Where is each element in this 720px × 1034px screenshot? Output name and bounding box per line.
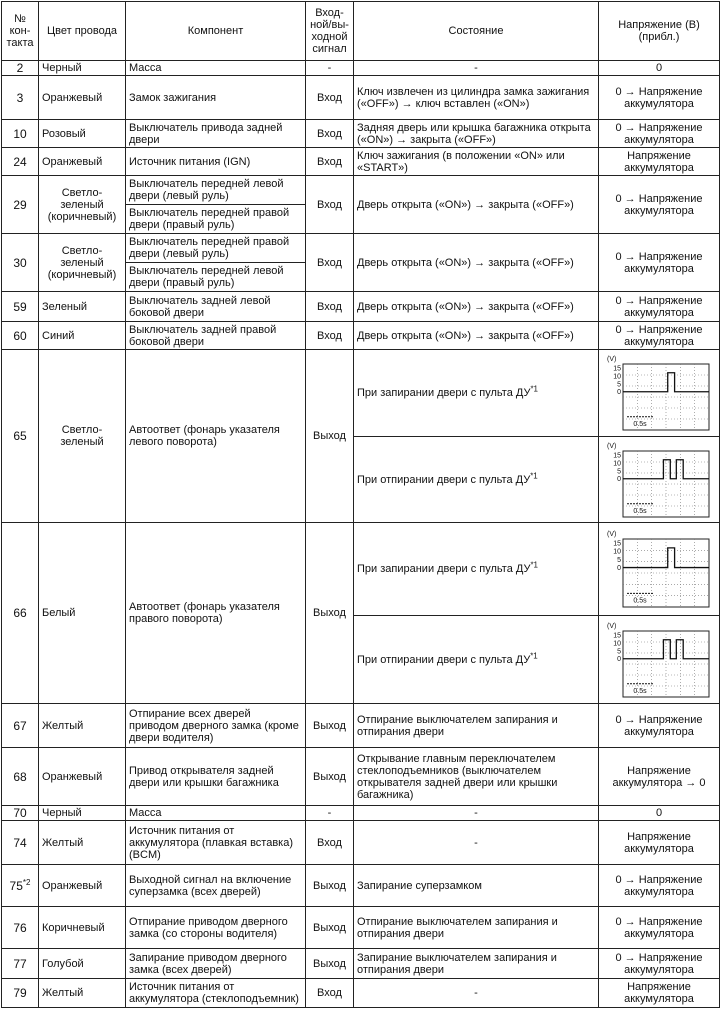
terminal-no bbox=[2, 865, 39, 907]
state: Дверь открыта («ON») → закрыта («OFF») bbox=[354, 322, 599, 350]
io-signal: Вход bbox=[306, 292, 354, 322]
terminal-no: 60 bbox=[2, 322, 39, 350]
state: Ключ зажигания (в положении «ON» или «START») bbox=[354, 148, 599, 176]
component: Источник питания от аккумулятора (плавкая вставка)(BCM) bbox=[126, 821, 306, 865]
terminal-no: 79 bbox=[2, 979, 39, 1008]
header-terminal-no: № кон-такта bbox=[2, 2, 39, 61]
io-signal: Вход bbox=[306, 176, 354, 234]
component bbox=[126, 176, 306, 234]
table-row bbox=[2, 821, 720, 865]
io-signal: Вход bbox=[306, 120, 354, 148]
component: Отпирание приводом дверного замка (со стороны водителя) bbox=[126, 907, 306, 949]
terminal-no: 3 bbox=[2, 76, 39, 120]
state bbox=[354, 437, 599, 523]
scope-y-tick-label: 0 bbox=[617, 389, 621, 397]
component: Масса bbox=[126, 806, 306, 821]
wire-color: Голубой bbox=[39, 949, 126, 979]
component: Выключатель задней правой боковой двери bbox=[126, 322, 306, 350]
table-row bbox=[2, 61, 720, 76]
table-row bbox=[2, 748, 720, 806]
connector-table bbox=[1, 1, 720, 1008]
state-text: При запирании двери с пульта ДУ bbox=[357, 387, 531, 399]
oscilloscope-unlock-waveform bbox=[605, 619, 713, 701]
state: Запирание выключателем запирания и отпирания двери bbox=[354, 949, 599, 979]
wire-color: Коричневый bbox=[39, 907, 126, 949]
footnote-mark: *1 bbox=[530, 650, 538, 660]
wire-color: Желтый bbox=[39, 821, 126, 865]
component: Источник питания от аккумулятора (стеклоподъемник) bbox=[126, 979, 306, 1008]
state: Задняя дверь или крышка багажника открыта («ON») → закрыта («OFF») bbox=[354, 120, 599, 148]
header-wire-color: Цвет провода bbox=[39, 2, 126, 61]
state bbox=[354, 523, 599, 616]
table-row bbox=[2, 704, 720, 748]
voltage: 0 → Напряжение аккумулятора bbox=[599, 234, 720, 292]
io-signal: Выход bbox=[306, 748, 354, 806]
voltage: Напряжение аккумулятора bbox=[599, 979, 720, 1008]
wire-color: Светло-зеленый bbox=[39, 350, 126, 523]
scope-y-tick-label: 15 bbox=[613, 632, 621, 639]
voltage: Напряжение аккумулятора → 0 bbox=[599, 748, 720, 806]
scope-y-tick-label: 0 bbox=[617, 475, 621, 483]
state: Дверь открыта («ON») → закрыта («OFF») bbox=[354, 176, 599, 234]
component: Привод открывателя задней двери или крышки багажника bbox=[126, 748, 306, 806]
voltage: 0 → Напряжение аккумулятора bbox=[599, 176, 720, 234]
footnote-mark: *1 bbox=[530, 560, 538, 570]
voltage: 0 → Напряжение аккумулятора bbox=[599, 949, 720, 979]
component: Автоответ (фонарь указателя левого поворота) bbox=[126, 350, 306, 523]
io-signal: Выход bbox=[306, 949, 354, 979]
oscilloscope-lock-waveform bbox=[605, 352, 713, 434]
terminal-no: 59 bbox=[2, 292, 39, 322]
state bbox=[354, 616, 599, 704]
table-row bbox=[2, 806, 720, 821]
voltage-waveform bbox=[599, 616, 720, 704]
voltage: 0 → Напряжение аккумулятора bbox=[599, 907, 720, 949]
io-signal: Вход bbox=[306, 76, 354, 120]
scope-time-label: 0.5s bbox=[633, 507, 647, 515]
header-component: Компонент bbox=[126, 2, 306, 61]
scope-unit-label: (V) bbox=[607, 531, 617, 538]
header-io-signal: Вход-ной/вы-ходной сигнал bbox=[306, 2, 354, 61]
scope-y-tick-label: 10 bbox=[613, 373, 621, 381]
component: Выключатель задней левой боковой двери bbox=[126, 292, 306, 322]
component bbox=[126, 234, 306, 292]
state: Ключ извлечен из цилиндра замка зажигания («OFF») → ключ вставлен («ON») bbox=[354, 76, 599, 120]
terminal-no: 66 bbox=[2, 523, 39, 704]
voltage: Напряжение аккумулятора bbox=[599, 821, 720, 865]
state: Дверь открыта («ON») → закрыта («OFF») bbox=[354, 234, 599, 292]
component: Выключатель привода задней двери bbox=[126, 120, 306, 148]
terminal-no: 2 bbox=[2, 61, 39, 76]
table-row bbox=[2, 907, 720, 949]
scope-y-tick-label: 10 bbox=[613, 548, 621, 556]
state: Дверь открыта («ON») → закрыта («OFF») bbox=[354, 292, 599, 322]
footnote-mark: *2 bbox=[22, 877, 31, 887]
scope-unit-label: (V) bbox=[607, 356, 617, 363]
state-text: При отпирании двери с пульта ДУ bbox=[357, 653, 531, 666]
io-signal: Вход bbox=[306, 234, 354, 292]
state: - bbox=[354, 806, 599, 821]
table-row bbox=[2, 979, 720, 1008]
terminal-no-text: 75 bbox=[9, 878, 23, 893]
scope-unit-label: (V) bbox=[607, 622, 617, 630]
scope-y-tick-label: 10 bbox=[613, 639, 621, 647]
component-left-hand-drive: Выключатель передней правой двери (левый руль) bbox=[129, 236, 290, 260]
component-right-hand-drive: Выключатель передней левой двери (правый руль) bbox=[126, 262, 305, 289]
table-row bbox=[2, 176, 720, 234]
scope-y-tick-label: 5 bbox=[617, 467, 621, 475]
component: Выходной сигнал на включение суперзамка (всех дверей) bbox=[126, 865, 306, 907]
wire-color: Желтый bbox=[39, 979, 126, 1008]
voltage-waveform bbox=[599, 437, 720, 523]
footnote-mark: *1 bbox=[530, 470, 538, 480]
table-row bbox=[2, 76, 720, 120]
wire-color: Черный bbox=[39, 61, 126, 76]
component: Масса bbox=[126, 61, 306, 76]
wire-color: Оранжевый bbox=[39, 865, 126, 907]
state: - bbox=[354, 821, 599, 865]
terminal-no: 74 bbox=[2, 821, 39, 865]
header-state: Состояние bbox=[354, 2, 599, 61]
terminal-no: 76 bbox=[2, 907, 39, 949]
scope-time-label: 0.5s bbox=[633, 597, 647, 605]
wire-color: Светло-зеленый (коричневый) bbox=[39, 176, 126, 234]
scope-y-tick-label: 15 bbox=[613, 452, 621, 459]
state: - bbox=[354, 61, 599, 76]
voltage: 0 → Напряжение аккумулятора bbox=[599, 865, 720, 907]
io-signal: Выход bbox=[306, 523, 354, 704]
component: Отпирание всех дверей приводом дверного замка (кроме двери водителя) bbox=[126, 704, 306, 748]
header-row bbox=[2, 2, 720, 61]
terminal-no: 68 bbox=[2, 748, 39, 806]
io-signal: Выход bbox=[306, 865, 354, 907]
scope-y-tick-label: 15 bbox=[613, 540, 621, 548]
io-signal: - bbox=[306, 61, 354, 76]
state-text: При отпирании двери с пульта ДУ bbox=[357, 473, 531, 486]
wire-color: Черный bbox=[39, 806, 126, 821]
voltage: 0 bbox=[599, 806, 720, 821]
wire-color: Зеленый bbox=[39, 292, 126, 322]
state: Открывание главным переключателем стеклоподъемников (выключателем открывателя задней двери или крышки багажника) bbox=[354, 748, 599, 806]
wire-color: Светло-зеленый (коричневый) bbox=[39, 234, 126, 292]
voltage: 0 → Напряжение аккумулятора bbox=[599, 704, 720, 748]
io-signal: Вход bbox=[306, 148, 354, 176]
terminal-no: 24 bbox=[2, 148, 39, 176]
table-row bbox=[2, 234, 720, 292]
table-row bbox=[2, 350, 720, 437]
scope-time-label: 0.5s bbox=[633, 687, 647, 695]
voltage: Напряжение аккумулятора bbox=[599, 148, 720, 176]
voltage-waveform bbox=[599, 350, 720, 437]
terminal-no: 30 bbox=[2, 234, 39, 292]
state: Отпирание выключателем запирания и отпирания двери bbox=[354, 704, 599, 748]
scope-y-tick-label: 10 bbox=[613, 459, 621, 467]
terminal-no: 10 bbox=[2, 120, 39, 148]
component: Автоответ (фонарь указателя правого поворота) bbox=[126, 523, 306, 704]
scope-unit-label: (V) bbox=[607, 442, 617, 450]
footnote-mark: *1 bbox=[530, 384, 538, 394]
component-left-hand-drive: Выключатель передней левой двери (левый руль) bbox=[129, 178, 284, 202]
state: Запирание суперзамком bbox=[354, 865, 599, 907]
table-row bbox=[2, 322, 720, 350]
io-signal: Вход bbox=[306, 979, 354, 1008]
io-signal: Выход bbox=[306, 907, 354, 949]
scope-y-tick-label: 5 bbox=[617, 647, 621, 655]
scope-y-tick-label: 0 bbox=[617, 565, 621, 573]
component: Замок зажигания bbox=[126, 76, 306, 120]
table-row bbox=[2, 523, 720, 616]
terminal-no: 65 bbox=[2, 350, 39, 523]
scope-y-tick-label: 5 bbox=[617, 556, 621, 564]
voltage: 0 bbox=[599, 61, 720, 76]
io-signal: Вход bbox=[306, 821, 354, 865]
wire-color: Желтый bbox=[39, 704, 126, 748]
voltage: 0 → Напряжение аккумулятора bbox=[599, 76, 720, 120]
terminal-no: 70 bbox=[2, 806, 39, 821]
io-signal: Вход bbox=[306, 322, 354, 350]
table-row bbox=[2, 148, 720, 176]
wire-color: Оранжевый bbox=[39, 148, 126, 176]
voltage: 0 → Напряжение аккумулятора bbox=[599, 292, 720, 322]
io-signal: Выход bbox=[306, 350, 354, 523]
wire-color: Синий bbox=[39, 322, 126, 350]
io-signal: - bbox=[306, 806, 354, 821]
state: - bbox=[354, 979, 599, 1008]
state: Отпирание выключателем запирания и отпирания двери bbox=[354, 907, 599, 949]
wire-color: Розовый bbox=[39, 120, 126, 148]
component-right-hand-drive: Выключатель передней правой двери (правый руль) bbox=[126, 204, 305, 231]
wire-color: Оранжевый bbox=[39, 76, 126, 120]
voltage-waveform bbox=[599, 523, 720, 616]
component: Источник питания (IGN) bbox=[126, 148, 306, 176]
state-text: При запирании двери с пульта ДУ bbox=[357, 563, 531, 575]
oscilloscope-unlock-waveform bbox=[605, 439, 713, 521]
component: Запирание приводом дверного замка (всех дверей) bbox=[126, 949, 306, 979]
table-row bbox=[2, 292, 720, 322]
voltage: 0 → Напряжение аккумулятора bbox=[599, 322, 720, 350]
terminal-no: 67 bbox=[2, 704, 39, 748]
state bbox=[354, 350, 599, 437]
header-voltage: Напряжение (В) (прибл.) bbox=[599, 2, 720, 61]
terminal-no: 77 bbox=[2, 949, 39, 979]
wire-color: Белый bbox=[39, 523, 126, 704]
scope-y-tick-label: 5 bbox=[617, 381, 621, 389]
terminal-no: 29 bbox=[2, 176, 39, 234]
scope-y-tick-label: 0 bbox=[617, 655, 621, 663]
table-row bbox=[2, 949, 720, 979]
voltage: 0 → Напряжение аккумулятора bbox=[599, 120, 720, 148]
table-row bbox=[2, 120, 720, 148]
table-row bbox=[2, 865, 720, 907]
io-signal: Выход bbox=[306, 704, 354, 748]
scope-time-label: 0.5s bbox=[633, 420, 647, 428]
oscilloscope-lock-waveform bbox=[605, 527, 713, 611]
wire-color: Оранжевый bbox=[39, 748, 126, 806]
scope-y-tick-label: 15 bbox=[613, 365, 621, 373]
